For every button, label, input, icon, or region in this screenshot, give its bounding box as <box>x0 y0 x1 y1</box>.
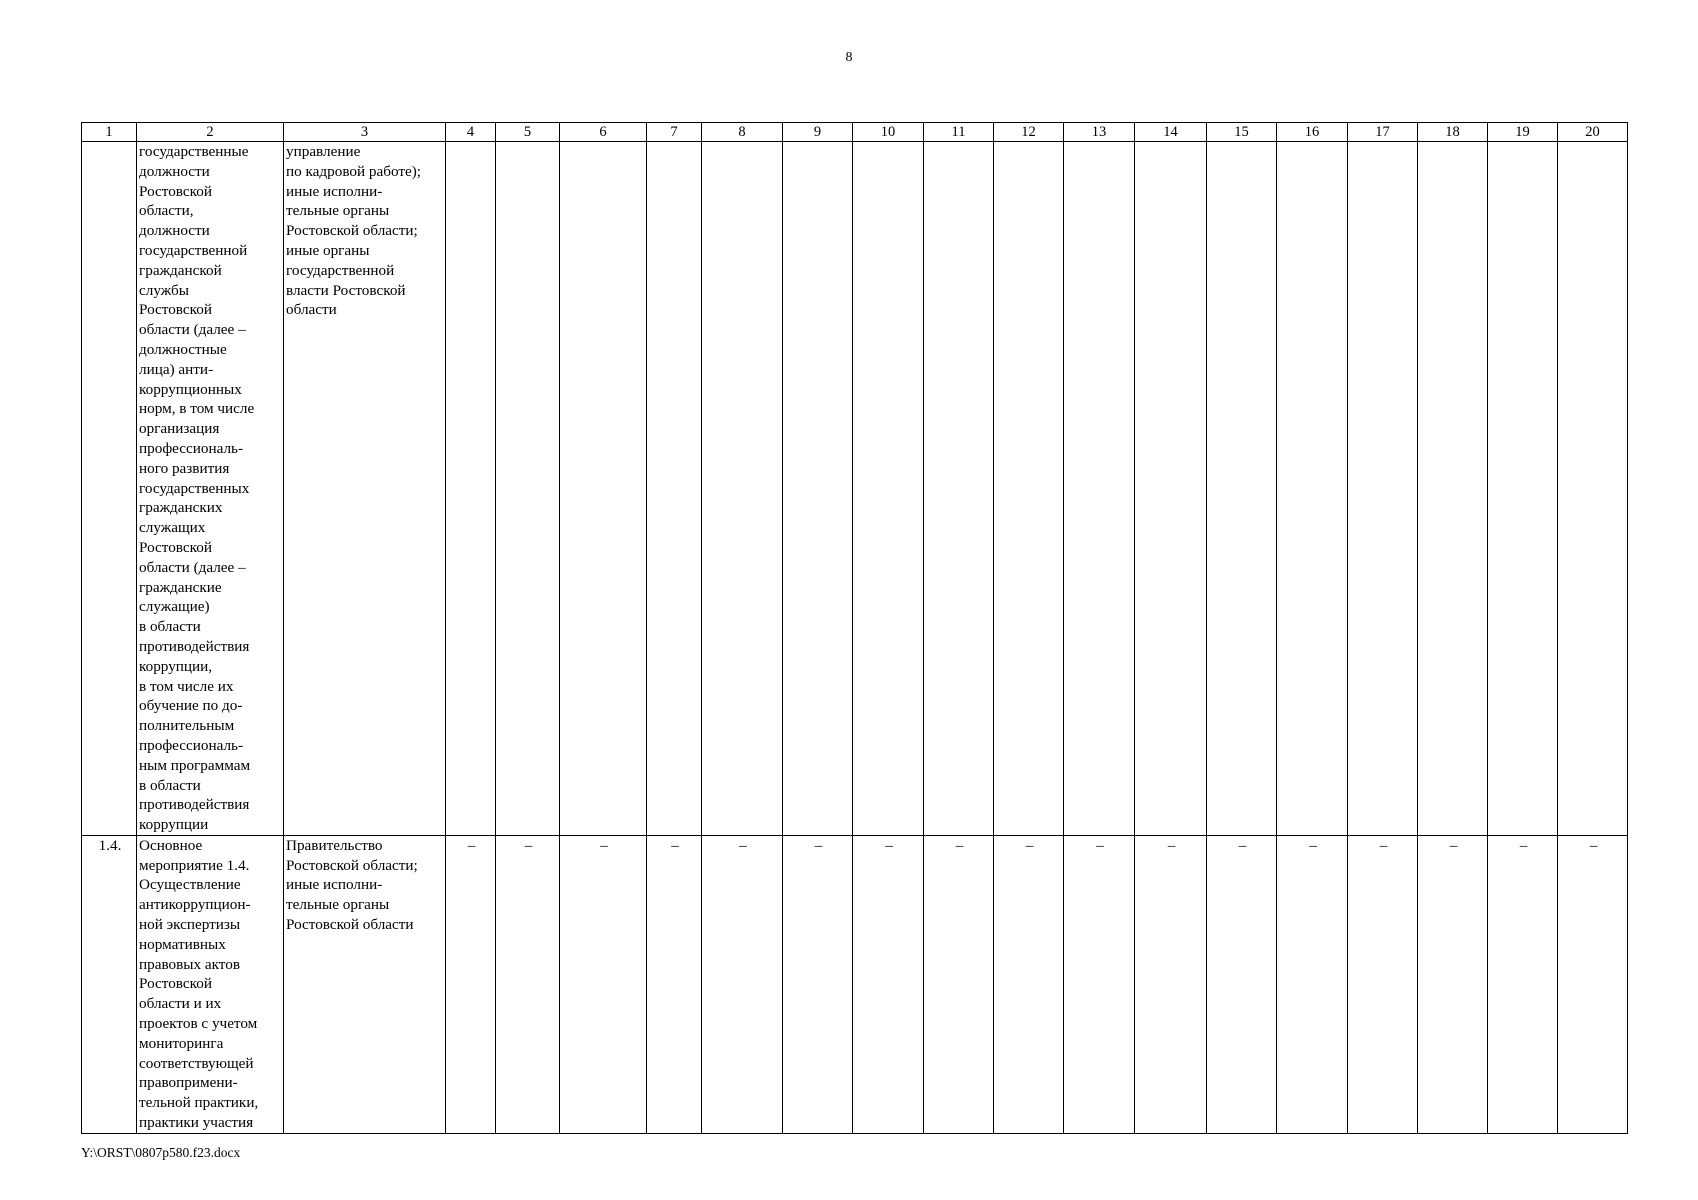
text-line: практики участия <box>139 1114 254 1132</box>
value-cell-col-10 <box>853 142 924 836</box>
value-cell-col-20 <box>1558 142 1628 836</box>
text-line: государственных <box>139 479 250 497</box>
value-cell-col-18: – <box>1418 835 1488 1133</box>
text-line: ным программам <box>139 756 251 774</box>
text-line: противодействия <box>139 637 250 655</box>
text-line: коррупции <box>139 816 209 834</box>
text-line: в области <box>139 776 201 794</box>
value-cell-col-4 <box>446 142 496 836</box>
column-header-13: 13 <box>1064 123 1135 142</box>
responsible-executor <box>284 835 446 1133</box>
column-header-18: 18 <box>1418 123 1488 142</box>
value-cell-col-14 <box>1135 142 1207 836</box>
column-header-8: 8 <box>702 123 783 142</box>
value-cell-col-11 <box>924 142 994 836</box>
item-number <box>82 142 137 836</box>
text-line: тельной практики, <box>139 1094 259 1112</box>
text-line: профессиональ- <box>139 439 244 457</box>
column-header-1: 1 <box>82 123 137 142</box>
text-line: области <box>286 301 337 319</box>
text-line: государственной <box>286 261 395 279</box>
text-line: в том числе их <box>139 677 234 695</box>
text-line: власти Ростовской <box>286 281 406 299</box>
text-line: тельные органы <box>286 202 390 220</box>
text-line: норм, в том числе <box>139 400 255 418</box>
text-line: управление <box>286 143 361 160</box>
text-line: служащих <box>139 519 206 537</box>
text-line: гражданской <box>139 261 222 279</box>
activity-description <box>137 835 284 1133</box>
text-line: области (далее – <box>139 558 246 576</box>
text-line: соответствующей <box>139 1054 254 1072</box>
responsible-executor <box>284 142 446 836</box>
column-header-14: 14 <box>1135 123 1207 142</box>
activity-description <box>137 142 284 836</box>
text-line: по кадровой работе); <box>286 162 422 180</box>
text-line: Ростовской <box>139 538 212 556</box>
text-line: государственной <box>139 241 248 259</box>
value-cell-col-5 <box>496 142 560 836</box>
text-line: Ростовской области <box>286 916 414 934</box>
value-cell-col-15: – <box>1207 835 1277 1133</box>
text-line: области (далее – <box>139 321 246 339</box>
value-cell-col-19 <box>1488 142 1558 836</box>
text-line: правовых актов <box>139 955 241 973</box>
text-line: должности <box>139 222 210 240</box>
text-line: Ростовской <box>139 301 212 319</box>
value-cell-col-11: – <box>924 835 994 1133</box>
value-cell-col-10: – <box>853 835 924 1133</box>
value-cell-col-14: – <box>1135 835 1207 1133</box>
value-cell-col-8: – <box>702 835 783 1133</box>
text-line: профессиональ- <box>139 736 244 754</box>
table-row <box>82 835 1628 1133</box>
text-line: Ростовской <box>139 182 212 200</box>
column-header-4: 4 <box>446 123 496 142</box>
value-cell-col-19: – <box>1488 835 1558 1133</box>
text-line: гражданских <box>139 499 223 517</box>
text-line: полнительным <box>139 717 235 735</box>
text-line: должностные <box>139 340 227 358</box>
value-cell-col-8 <box>702 142 783 836</box>
column-header-12: 12 <box>994 123 1064 142</box>
column-header-11: 11 <box>924 123 994 142</box>
text-line: ной экспертизы <box>139 916 241 934</box>
column-header-16: 16 <box>1277 123 1348 142</box>
file-path-footer: Y:\ORST\0807p580.f23.docx <box>81 1145 241 1160</box>
column-header-5: 5 <box>496 123 560 142</box>
text-line: коррупционных <box>139 380 242 398</box>
value-cell-col-6 <box>560 142 647 836</box>
text-line: Ростовской области; <box>286 222 418 240</box>
column-header-20: 20 <box>1558 123 1628 142</box>
text-line: в области <box>139 618 201 636</box>
value-cell-col-17: – <box>1348 835 1418 1133</box>
value-cell-col-16: – <box>1277 835 1348 1133</box>
text-line: организация <box>139 420 220 438</box>
column-header-17: 17 <box>1348 123 1418 142</box>
text-line: иные исполни- <box>286 182 383 200</box>
value-cell-col-7 <box>647 142 702 836</box>
text-line: ного развития <box>139 459 230 477</box>
value-cell-col-9: – <box>783 835 853 1133</box>
text-line: Ростовской <box>139 975 212 993</box>
text-line: служащие) <box>139 598 210 616</box>
value-cell-col-5: – <box>496 835 560 1133</box>
text-line: тельные органы <box>286 896 390 914</box>
value-cell-col-18 <box>1418 142 1488 836</box>
text-line: лица) анти- <box>139 360 214 378</box>
text-line: мониторинга <box>139 1034 224 1052</box>
text-line: области и их <box>139 995 222 1013</box>
text-line: обучение по до- <box>139 697 243 715</box>
column-header-7: 7 <box>647 123 702 142</box>
value-cell-col-17 <box>1348 142 1418 836</box>
table-row <box>82 142 1628 836</box>
text-line: государственные <box>139 143 249 160</box>
text-line: Ростовской области; <box>286 856 418 874</box>
column-header-10: 10 <box>853 123 924 142</box>
text-line: проектов с учетом <box>139 1015 258 1033</box>
text-line: должности <box>139 162 210 180</box>
value-cell-col-16 <box>1277 142 1348 836</box>
text-line: противодействия <box>139 796 250 814</box>
column-header-6: 6 <box>560 123 647 142</box>
value-cell-col-4: – <box>446 835 496 1133</box>
text-line: правопримени- <box>139 1074 238 1092</box>
value-cell-col-9 <box>783 142 853 836</box>
value-cell-col-13 <box>1064 142 1135 836</box>
column-header-9: 9 <box>783 123 853 142</box>
text-line: иные исполни- <box>286 876 383 894</box>
column-header-15: 15 <box>1207 123 1277 142</box>
item-number: 1.4. <box>82 835 137 1133</box>
value-cell-col-13: – <box>1064 835 1135 1133</box>
text-line: нормативных <box>139 935 226 953</box>
value-cell-col-20: – <box>1558 835 1628 1133</box>
program-table <box>81 122 1628 1134</box>
value-cell-col-12 <box>994 142 1064 836</box>
column-header-19: 19 <box>1488 123 1558 142</box>
text-line: иные органы <box>286 241 370 259</box>
page-number: 8 <box>845 50 853 65</box>
text-line: гражданские <box>139 578 222 596</box>
text-line: Основное <box>139 836 203 854</box>
text-line: мероприятие 1.4. <box>139 856 250 874</box>
text-line: антикоррупцион- <box>139 896 251 914</box>
text-line: Осуществление <box>139 876 241 894</box>
value-cell-col-7: – <box>647 835 702 1133</box>
text-line: службы <box>139 281 189 299</box>
text-line: области, <box>139 202 194 220</box>
column-header-2: 2 <box>137 123 284 142</box>
value-cell-col-12: – <box>994 835 1064 1133</box>
value-cell-col-15 <box>1207 142 1277 836</box>
header-row <box>82 123 1628 142</box>
text-line: Правительство <box>286 836 383 854</box>
value-cell-col-6: – <box>560 835 647 1133</box>
column-header-3: 3 <box>284 123 446 142</box>
text-line: коррупции, <box>139 657 213 675</box>
